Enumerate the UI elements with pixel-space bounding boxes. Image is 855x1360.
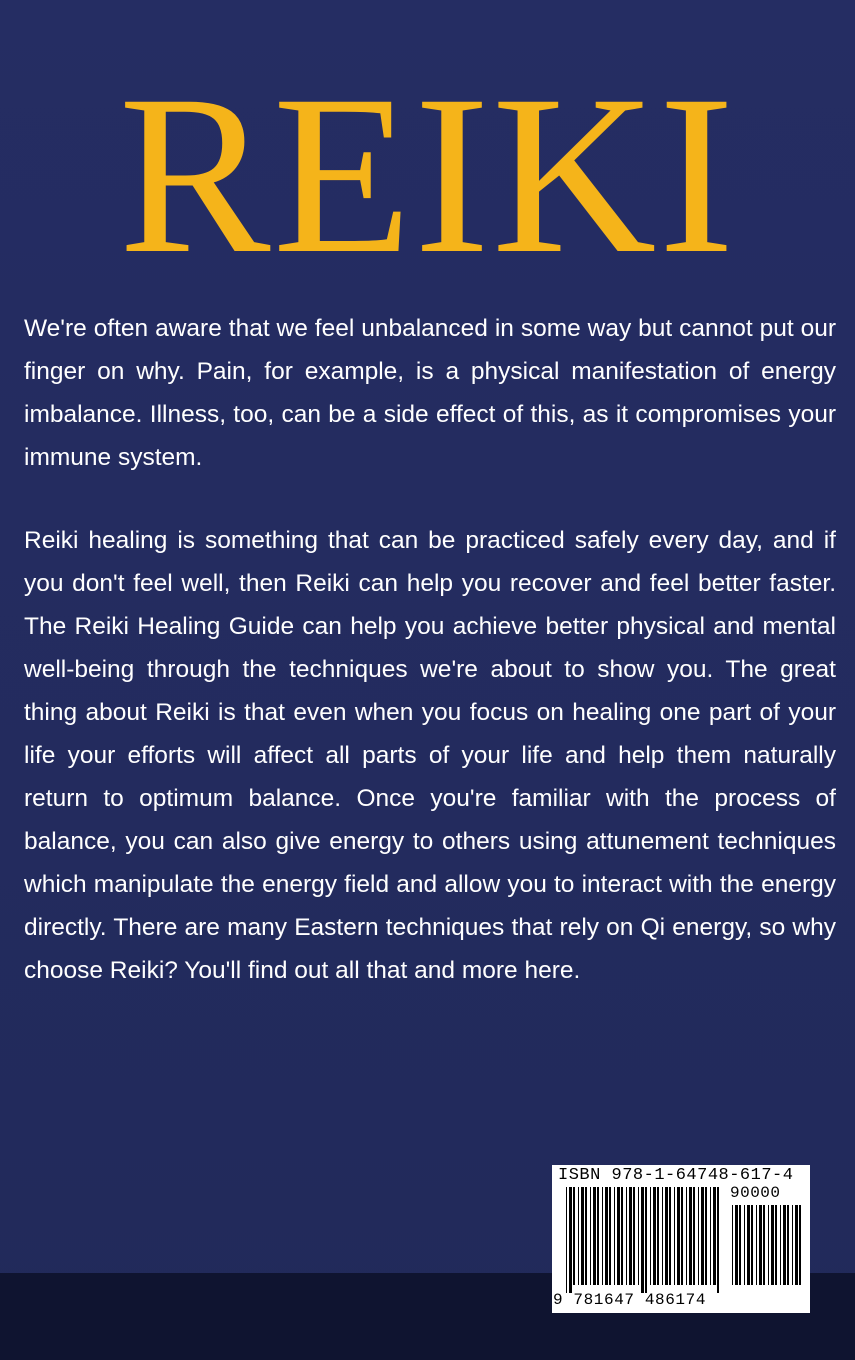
barcode-bar (771, 1205, 774, 1285)
barcode-bar (783, 1205, 786, 1285)
barcode-bar (602, 1187, 603, 1285)
price-code: 90000 (730, 1184, 781, 1202)
barcode-bar (756, 1205, 757, 1285)
barcode-bar (759, 1205, 762, 1285)
barcode-bar (780, 1205, 781, 1285)
isbn-barcode (552, 1165, 810, 1313)
barcode-bar (605, 1187, 608, 1285)
barcode-bar (645, 1187, 647, 1293)
barcode-bars (566, 1187, 724, 1293)
barcode-bar (581, 1187, 584, 1285)
barcode-bar (732, 1205, 733, 1285)
barcode-bar (705, 1187, 707, 1285)
barcode-addon-bars (732, 1205, 802, 1293)
barcode-bar (653, 1187, 656, 1285)
isbn-label: ISBN 978-1-64748-617-4 (558, 1166, 794, 1185)
barcode-bar (677, 1187, 680, 1285)
barcode-bar (650, 1187, 651, 1285)
barcode-bar (795, 1205, 798, 1285)
barcode-bar (662, 1187, 663, 1285)
barcode-digits: 9 781647 486174 (553, 1291, 707, 1309)
barcode-bar (751, 1205, 753, 1285)
barcode-bar (744, 1205, 745, 1285)
barcode-bar (566, 1187, 567, 1293)
barcode-bar (763, 1205, 765, 1285)
barcode-bar (739, 1205, 741, 1285)
barcode-bar (775, 1205, 777, 1285)
barcode-bar (641, 1187, 644, 1293)
barcode-bar (665, 1187, 668, 1285)
barcode-bar (717, 1187, 719, 1293)
barcode-bar (638, 1187, 639, 1285)
barcode-bar (578, 1187, 579, 1285)
barcode-bar (617, 1187, 620, 1285)
barcode-bar (621, 1187, 623, 1285)
blurb-paragraph-1: We're often aware that we feel unbalanced in some way but cannot put our finger on why. Pain, for example, is a physical manifestation of energy imbalance. Illness, too, can be a side effect of this, as it compromises your immune system. (24, 315, 836, 471)
barcode-bar (713, 1187, 716, 1285)
barcode-bar (573, 1187, 575, 1285)
barcode-bar (693, 1187, 695, 1285)
barcode-bar (787, 1205, 789, 1285)
barcode-bar (669, 1187, 671, 1285)
barcode-bar (701, 1187, 704, 1285)
barcode-bar (657, 1187, 659, 1285)
barcode-bar (585, 1187, 587, 1285)
barcode-bar (792, 1205, 793, 1285)
barcode-bar (614, 1187, 615, 1285)
blurb-paragraph-2: Reiki healing is something that can be practiced safely every day, and if you don't feel well, then Reiki can help you recover and feel better faster. The Reiki Healing Guide can help you achieve better physical and mental well-being through the techniques we're about to show you. The great thing about Reiki is that even when you focus on healing one part of your life your efforts will affect all parts of your life and help them naturally return to optimum balance. Once you're familiar with the process of balance, you can also give energy to others using attunement techniques which manipulate the energy field and allow you to interact with the energy directly. There are many Eastern techniques that rely on Qi energy, so why choose Reiki? You'll find out all that and more here. (24, 527, 836, 984)
barcode-bar (799, 1205, 801, 1285)
barcode-bar (593, 1187, 596, 1285)
barcode-bar (710, 1187, 711, 1285)
barcode-bar (735, 1205, 738, 1285)
barcode-bar (689, 1187, 692, 1285)
barcode-bar (674, 1187, 675, 1285)
barcode-bar (629, 1187, 632, 1285)
barcode-bar (569, 1187, 572, 1293)
barcode-bar (590, 1187, 591, 1285)
barcode-bar (698, 1187, 699, 1285)
barcode-bar (597, 1187, 599, 1285)
barcode-bar (633, 1187, 635, 1285)
barcode-bar (768, 1205, 769, 1285)
barcode-bar (747, 1205, 750, 1285)
barcode-bar (681, 1187, 683, 1285)
barcode-bar (609, 1187, 611, 1285)
barcode-bar (626, 1187, 627, 1285)
barcode-bar (686, 1187, 687, 1285)
book-title: REIKI (118, 49, 737, 301)
